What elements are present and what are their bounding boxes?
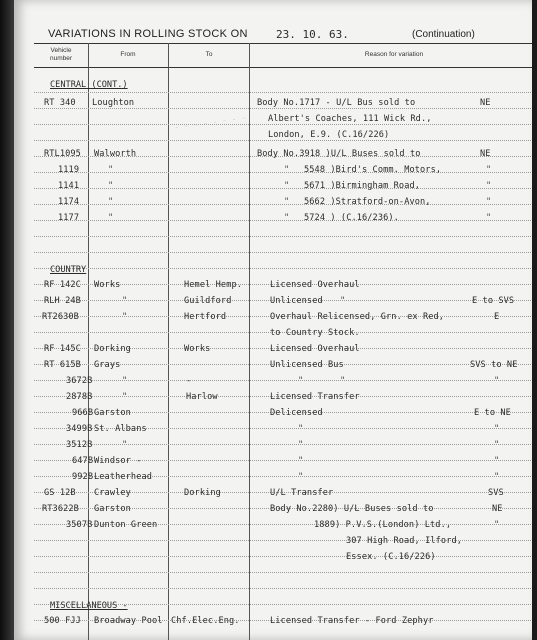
row-c10-vehicle: 3512B [66, 440, 93, 450]
row-c12-reason-ditto: " [298, 472, 304, 482]
row-c2-vehicle: RLH 24B [44, 296, 81, 306]
row-c6-code-ditto: " [494, 376, 500, 386]
row-r2-vehicle: RTL1095 [44, 149, 81, 159]
row-c11-code-ditto: " [494, 456, 500, 466]
row-c13-reason: U/L Transfer [270, 488, 334, 498]
row-c2-from-ditto: " [122, 296, 128, 306]
row-c5-from: Grays [94, 360, 121, 370]
row-r2-from: Walworth [94, 149, 137, 159]
row-c15b-reason: 307 High Road, Ilford, [346, 536, 463, 546]
row-c2-to: Guildford [184, 296, 232, 306]
section-country: COUNTRY [50, 265, 87, 275]
row-r5-from-ditto: " [108, 197, 114, 207]
row-c2-reason-ditto: " [340, 296, 346, 306]
continuation-label: (Continuation) [412, 29, 475, 40]
row-c7-to: Harlow [186, 392, 218, 402]
row-c8-from: Garston [94, 408, 131, 418]
row-c14-vehicle: RT3622B [42, 504, 79, 514]
row-c3-reason: Overhaul Relicensed, Grn. ex Red, [270, 312, 445, 322]
row-m1-from: Broadway Pool [94, 616, 163, 626]
row-r6-reason-ditto: " [284, 213, 290, 223]
row-r5-reason-ditto: " [284, 197, 290, 207]
row-r2-reason: Body No.3918 )U/L Buses sold to [257, 149, 421, 159]
page-title: VARIATIONS IN ROLLING STOCK ON [48, 28, 248, 40]
row-c8-reason: Delicensed [270, 408, 323, 418]
row-r1-vehicle: RT 340 [44, 98, 76, 108]
row-c13-vehicle: GS 12B [44, 488, 76, 498]
row-c6-from-ditto: " [122, 376, 128, 386]
row-r5-code-ditto: " [486, 197, 492, 207]
document-sheet [14, 0, 532, 640]
header-top-rule [34, 43, 532, 44]
row-c11-vehicle: 647B [72, 456, 94, 466]
row-c9-reason-ditto: " [298, 424, 304, 434]
row-r3-code-ditto: " [486, 165, 492, 175]
row-c9-code-ditto: " [494, 424, 500, 434]
row-c6-reason-ditto-1: " [298, 376, 304, 386]
row-r1c-reason: London, E.9. (C.16/226) [268, 130, 390, 140]
col-divider-3 [249, 43, 250, 640]
row-c6-vehicle: 3672B [66, 376, 93, 386]
row-c13-from: Crawley [94, 488, 131, 498]
row-r6-vehicle: 1177 [58, 213, 80, 223]
row-c7-reason: Licensed Transfer [270, 392, 360, 402]
row-r1b-reason: Albert's Coaches, 111 Wick Rd., [268, 114, 432, 124]
col-head-vehicle [36, 47, 86, 63]
row-r1-from: Loughton [92, 98, 135, 108]
row-c2-code: E to SVS [472, 296, 515, 306]
row-r1-reason: Body No.1717 - U/L Bus sold to [257, 98, 416, 108]
row-c7-from-ditto: " [122, 392, 128, 402]
row-c3-code: E [494, 312, 500, 322]
row-c4-vehicle: RF 145C [44, 344, 81, 354]
row-m1-vehicle: 500 FJJ [44, 616, 81, 626]
row-c14-from: Garston [94, 504, 131, 514]
header-bottom-rule [34, 67, 532, 68]
row-c10-reason-ditto: " [298, 440, 304, 450]
row-c15-from: Dunton Green [94, 520, 158, 530]
row-c15c-reason: Essex. (C.16/226) [346, 552, 436, 562]
row-c6-reason-ditto-2: " [340, 376, 346, 386]
row-c13-to: Dorking [184, 488, 221, 498]
row-r4-vehicle: 1141 [58, 181, 80, 191]
row-m1-to: Chf.Elec.Eng. [171, 616, 240, 626]
row-c12-vehicle: 992B [72, 472, 94, 482]
col-divider-1 [88, 43, 89, 640]
row-c8-code: E to NE [474, 408, 511, 418]
row-r4-reason: 5671 )Birmingham Road, [304, 181, 421, 191]
row-c13-code: SVS [488, 488, 504, 498]
row-m1-reason: Licensed Transfer - Ford Zephyr [270, 616, 434, 626]
row-c3-to: Hertford [184, 312, 227, 322]
scan-edge [0, 0, 14, 640]
row-c12-code-ditto: " [494, 472, 500, 482]
row-r6-reason: 5724 ) (C.16/236). [304, 213, 399, 223]
row-c15-reason: 1889) P.V.S.(London) Ltd., [314, 520, 452, 530]
row-r4-from-ditto: " [108, 181, 114, 191]
row-c7-vehicle: 2878B [66, 392, 93, 402]
row-c4-from: Dorking [94, 344, 131, 354]
row-c5-code: SVS to NE [470, 360, 518, 370]
row-c3-vehicle: RT2630B [42, 312, 79, 322]
row-c2-reason: Unlicensed [270, 296, 323, 306]
col-divider-2 [168, 43, 169, 640]
row-c4-to: Works [184, 344, 211, 354]
row-c14-code: NE [492, 504, 503, 514]
row-c1-from: Works [94, 280, 121, 290]
row-c1-to: Hemel Hemp. [184, 280, 243, 290]
row-r3-from-ditto: " [108, 165, 114, 175]
row-c1-vehicle: RF 142C [44, 280, 81, 290]
row-r2-code: NE [480, 149, 491, 159]
col-head-vehicle-line1: Vehicle [50, 47, 72, 54]
row-c10-from-ditto: " [122, 440, 128, 450]
row-r4-code-ditto: " [486, 181, 492, 191]
show-through-mark: - - - - - - - - [173, 113, 247, 132]
row-c6-to: - [186, 376, 192, 386]
row-c10-code-ditto: " [494, 440, 500, 450]
row-r5-vehicle: 1174 [58, 197, 80, 207]
row-r5-reason: 5662 )Stratford-on-Avon, [304, 197, 431, 207]
row-c5-reason: Unlicensed Bus [270, 360, 344, 370]
row-r4-reason-ditto: " [284, 181, 290, 191]
row-r3-reason: 5548 )Bird's Comm. Motors, [304, 165, 442, 175]
col-head-from: From [120, 51, 136, 58]
col-head-reason: Reason for variation [364, 51, 424, 58]
row-c15-code-ditto: " [494, 520, 500, 530]
row-c9-vehicle: 3499B [66, 424, 93, 434]
row-c15-vehicle: 3507B [66, 520, 93, 530]
row-r3-vehicle: 1119 [58, 165, 80, 175]
row-c9-from: St. Albans [94, 424, 147, 434]
row-c5-vehicle: RT 615B [44, 360, 81, 370]
row-c1-reason: Licensed Overhaul [270, 280, 360, 290]
row-c14-reason: Body No.2280) U/L Buses sold to [270, 504, 434, 514]
row-c12-from: Leatherhead [94, 472, 153, 482]
row-c11-from: Windsor - [94, 456, 142, 466]
section-misc: MISCELLANEOUS - [50, 601, 128, 611]
row-c3b-reason: to Country Stock. [270, 328, 360, 338]
row-r6-code-ditto: " [486, 213, 492, 223]
row-r1-code: NE [480, 98, 491, 108]
row-c11-reason-ditto: " [298, 456, 304, 466]
row-c4-reason: Licensed Overhaul [270, 344, 360, 354]
date-entry: 23. 10. 63. [276, 28, 349, 41]
row-c3-from-ditto: " [122, 312, 128, 322]
row-r3-reason-ditto: " [284, 165, 290, 175]
section-central: CENTRAL (CONT.) [50, 80, 128, 90]
row-r6-from-ditto: " [108, 213, 114, 223]
col-head-to: To [205, 51, 213, 58]
col-head-vehicle-line2: number [49, 55, 73, 62]
row-c8-vehicle: 966B [72, 408, 94, 418]
